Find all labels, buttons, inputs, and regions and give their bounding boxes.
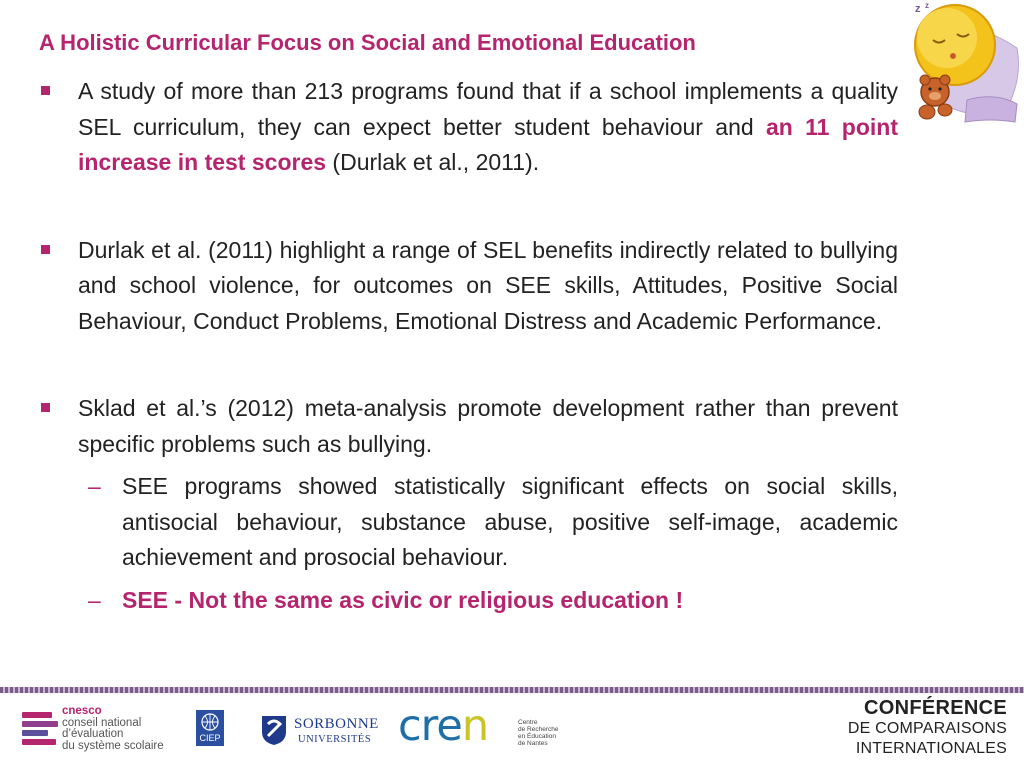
globe-icon: [196, 710, 224, 732]
cren-line: Centre: [518, 719, 538, 726]
bullet-item: [40, 74, 898, 181]
sleeping-moon-teddy-icon: [905, 0, 1024, 130]
dash-marker: –: [88, 586, 101, 613]
bullet-text: A study of more than 213 programs found that if a school implements a quality SEL curriculum, they can expect better student behaviour and: [78, 78, 898, 140]
conference-line2: DE COMPARAISONS: [847, 720, 1007, 737]
ciep-logo: [196, 710, 224, 746]
ciep-label: CIEP: [199, 733, 221, 743]
sorbonne-line2: UNIVERSITÉS: [298, 734, 372, 745]
cren-word-n: n: [461, 701, 489, 751]
sub-bullet-item: [40, 583, 898, 619]
highlighted-text: an 11 point increase in test scores: [78, 113, 898, 175]
bullet-item: [40, 233, 898, 340]
svg-text:z: z: [925, 1, 929, 10]
cnesco-logo: [22, 706, 182, 754]
cnesco-line: du système scolaire: [62, 739, 164, 752]
cnesco-line: conseil national: [62, 716, 142, 729]
bullet-text: (Durlak et al., 2011).: [326, 149, 540, 175]
sorbonne-line1: SORBONNE: [294, 716, 379, 732]
bullet-item: [40, 391, 898, 462]
sub-bullet-item: [40, 469, 898, 576]
cnesco-bars-icon: [22, 712, 58, 748]
square-bullet-icon: [41, 86, 50, 95]
square-bullet-icon: [41, 245, 50, 254]
slide-title: A Holistic Curricular Focus on Social and Emotional Education: [39, 30, 696, 55]
cren-line: en Éducation: [518, 733, 556, 740]
dash-marker: –: [88, 473, 101, 499]
cnesco-line: d’évaluation: [62, 728, 124, 740]
svg-text:z: z: [915, 3, 921, 15]
cnesco-brand: cnesco: [62, 705, 102, 717]
cren-line: de Nantes: [518, 740, 548, 747]
conference-label: [848, 697, 1007, 759]
cren-word: cre: [398, 701, 462, 751]
bullet-text: Sklad et al.’s (2012) meta-analysis promote development rather than prevent specific problems such as bullying.: [78, 395, 898, 457]
conference-line1: CONFÉRENCE: [863, 697, 1007, 719]
conference-line3: INTERNATIONALES: [855, 740, 1007, 757]
cren-line: de Recherche: [518, 726, 559, 733]
sorbonne-logo: [260, 714, 385, 750]
sub-bullet-text: SEE - Not the same as civic or religious education !: [122, 586, 684, 613]
square-bullet-icon: [41, 403, 50, 412]
sub-bullet-text: SEE programs showed statistically significant effects on social skills, antisocial behaviour, substance abuse, positive self-image, academic achievement and prosocial behaviour.: [122, 473, 898, 570]
cren-logo: [398, 701, 568, 751]
bullet-text: Durlak et al. (2011) highlight a range of SEL benefits indirectly related to bullying and school violence, for outcomes on SEE skills, Attitudes, Positive Social Behaviour, Conduct Problems, Emotional Distress and Academic Performance.: [78, 236, 898, 334]
shield-icon: [260, 714, 288, 746]
slide-content: [40, 70, 898, 618]
